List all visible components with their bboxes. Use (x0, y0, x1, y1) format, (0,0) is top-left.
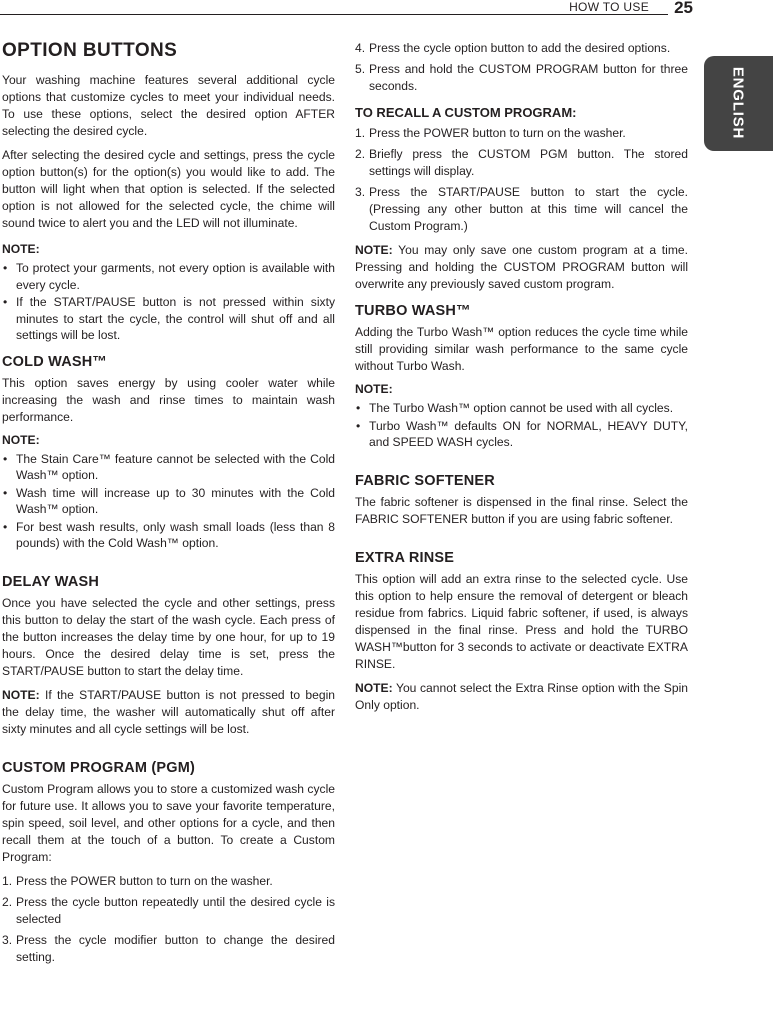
list-item: • The Turbo Wash™ option cannot be used with all cycles. (355, 400, 688, 417)
step-text: Briefly press the CUSTOM PGM button. The stored settings will display. (369, 147, 688, 178)
page-title: OPTION BUTTONS (2, 40, 178, 61)
right-column (355, 40, 688, 721)
list-item (355, 40, 688, 57)
step-text: Press the cycle option button to add the desired options. (369, 41, 671, 55)
recall-note-label: NOTE: (355, 243, 393, 257)
note-label: NOTE: (2, 242, 40, 256)
extra-rinse-note (355, 680, 688, 714)
cold-wash-heading: COLD WASH™ (2, 353, 108, 370)
list-item (2, 873, 335, 890)
extra-rinse-heading: EXTRA RINSE (355, 549, 455, 566)
delay-wash-note-label: NOTE: (2, 687, 40, 702)
list-item: • To protect your garments, not every option is available with every cycle. (2, 260, 335, 293)
list-item: • The Stain Care™ feature cannot be selected with the Cold Wash™ option. (2, 451, 335, 484)
recall-program-steps (355, 125, 688, 235)
section-label: HOW TO USE (569, 0, 649, 14)
list-item (2, 932, 335, 966)
extra-rinse-text: This option will add an extra rinse to the selected cycle. Use this option to help ensure the removal of detergent or bleach residue from fabrics. Liquid fabric softener, if used, is always dispensed in the final rinse. Press and hold the TURBO WASH™button for 3 seconds to activate or deactivate EXTRA RINSE. (355, 571, 688, 671)
delay-wash-note-text: If the START/PAUSE button is not pressed to begin the delay time, the washer will automatically shut off after sixty minutes and all cycle settings will be lost. (2, 687, 335, 736)
custom-program-text: Custom Program allows you to store a customized wash cycle for future use. It allows you to save your favorite temperature, spin speed, soil level, and other options for a cycle, and then recall them at the touch of a button. To create a Custom Program: (2, 781, 335, 864)
recall-program-note (355, 242, 688, 293)
fabric-softener-text: The fabric softener is dispensed in the final rinse. Select the FABRIC SOFTENER button if you are using fabric softener. (355, 494, 688, 526)
list-item (355, 61, 688, 95)
step-number: 5. (355, 62, 366, 76)
list-item (2, 894, 335, 928)
step-text: Press the cycle button repeatedly until the desired cycle is selected (16, 894, 335, 926)
step-text: Press the START/PAUSE button to start the cycle. (Pressing any other button at this time will cancel the Custom Program.) (369, 185, 688, 233)
step-text: Press the cycle modifier button to change the desired setting. (16, 932, 335, 964)
extra-rinse-note-text: You cannot select the Extra Rinse option with the Spin Only option. (355, 680, 688, 712)
left-column (2, 40, 335, 973)
list-item (355, 184, 688, 235)
step-text: Press and hold the CUSTOM PROGRAM button for three seconds. (369, 62, 688, 93)
step-number: 2. (2, 894, 13, 909)
delay-wash-heading: DELAY WASH (2, 573, 100, 590)
recall-program-heading: TO RECALL A CUSTOM PROGRAM: (355, 105, 577, 120)
turbo-wash-text: Adding the Turbo Wash™ option reduces the cycle time while still providing similar wash performance to the same cycle without Turbo Wash. (355, 325, 688, 373)
turbo-wash-note-label: NOTE: (355, 382, 393, 396)
list-item: • Turbo Wash™ defaults ON for NORMAL, HEAVY DUTY, and SPEED WASH cycles. (355, 418, 688, 451)
turbo-wash-notes-list (355, 400, 688, 451)
language-tab (704, 56, 773, 151)
list-item: • For best wash results, only wash small loads (less than 8 pounds) with the Cold Wash™ option. (2, 519, 335, 552)
step-number: 1. (355, 126, 366, 140)
recall-note-text: You may only save one custom program at a time. Pressing and holding the CUSTOM PROGRAM button will overwrite any previously saved custom program. (355, 243, 688, 291)
list-item: • If the START/PAUSE button is not pressed within sixty minutes to start the cycle, the control will shut off and all settings will be lost. (2, 294, 335, 344)
fabric-softener-heading: FABRIC SOFTENER (355, 472, 495, 489)
step-text: Press the POWER button to turn on the washer. (16, 873, 273, 888)
page-number: 25 (674, 0, 693, 17)
step-number: 1. (2, 873, 13, 888)
language-tab-label: ENGLISH (729, 66, 747, 140)
header-rule (0, 14, 668, 15)
extra-rinse-note-label: NOTE: (355, 680, 393, 695)
intro-paragraph-1: Your washing machine features several additional cycle options that customize cycles to meet your individual needs. To use these options, select the desired option AFTER selecting the desired cycle. (2, 73, 335, 138)
step-number: 2. (355, 147, 366, 161)
step-text: Press the POWER button to turn on the washer. (369, 126, 626, 140)
custom-program-steps (2, 873, 335, 966)
step-number: 3. (2, 932, 13, 947)
cold-wash-notes-list (2, 451, 335, 552)
list-item: • Wash time will increase up to 30 minutes with the Cold Wash™ option. (2, 485, 335, 518)
delay-wash-note (2, 687, 335, 738)
option-notes-list (2, 260, 335, 344)
list-item (355, 125, 688, 142)
cold-wash-text: This option saves energy by using cooler water while increasing the wash and rinse times to maintain wash performance. (2, 375, 335, 424)
cold-wash-note-label: NOTE: (2, 432, 40, 447)
step-number: 4. (355, 41, 366, 55)
custom-program-heading: CUSTOM PROGRAM (PGM) (2, 759, 196, 776)
turbo-wash-heading: TURBO WASH™ (355, 303, 471, 319)
custom-program-steps-continued (355, 40, 688, 95)
delay-wash-text: Once you have selected the cycle and other settings, press this button to delay the start of the wash cycle. Each press of the button increases the delay time by one hour, for up to 19 hours. Once the desired delay time is set, press the START/PAUSE button to start the delay time. (2, 595, 335, 678)
step-number: 3. (355, 185, 366, 199)
list-item (355, 146, 688, 180)
intro-paragraph-2: After selecting the desired cycle and settings, press the cycle option button(s) for the option(s) you would like to add. The button will light when that option is selected. If the selected option is not allowed for the selected cycle, the chime will sound twice to alert you and the LED will not illuminate. (2, 148, 335, 230)
